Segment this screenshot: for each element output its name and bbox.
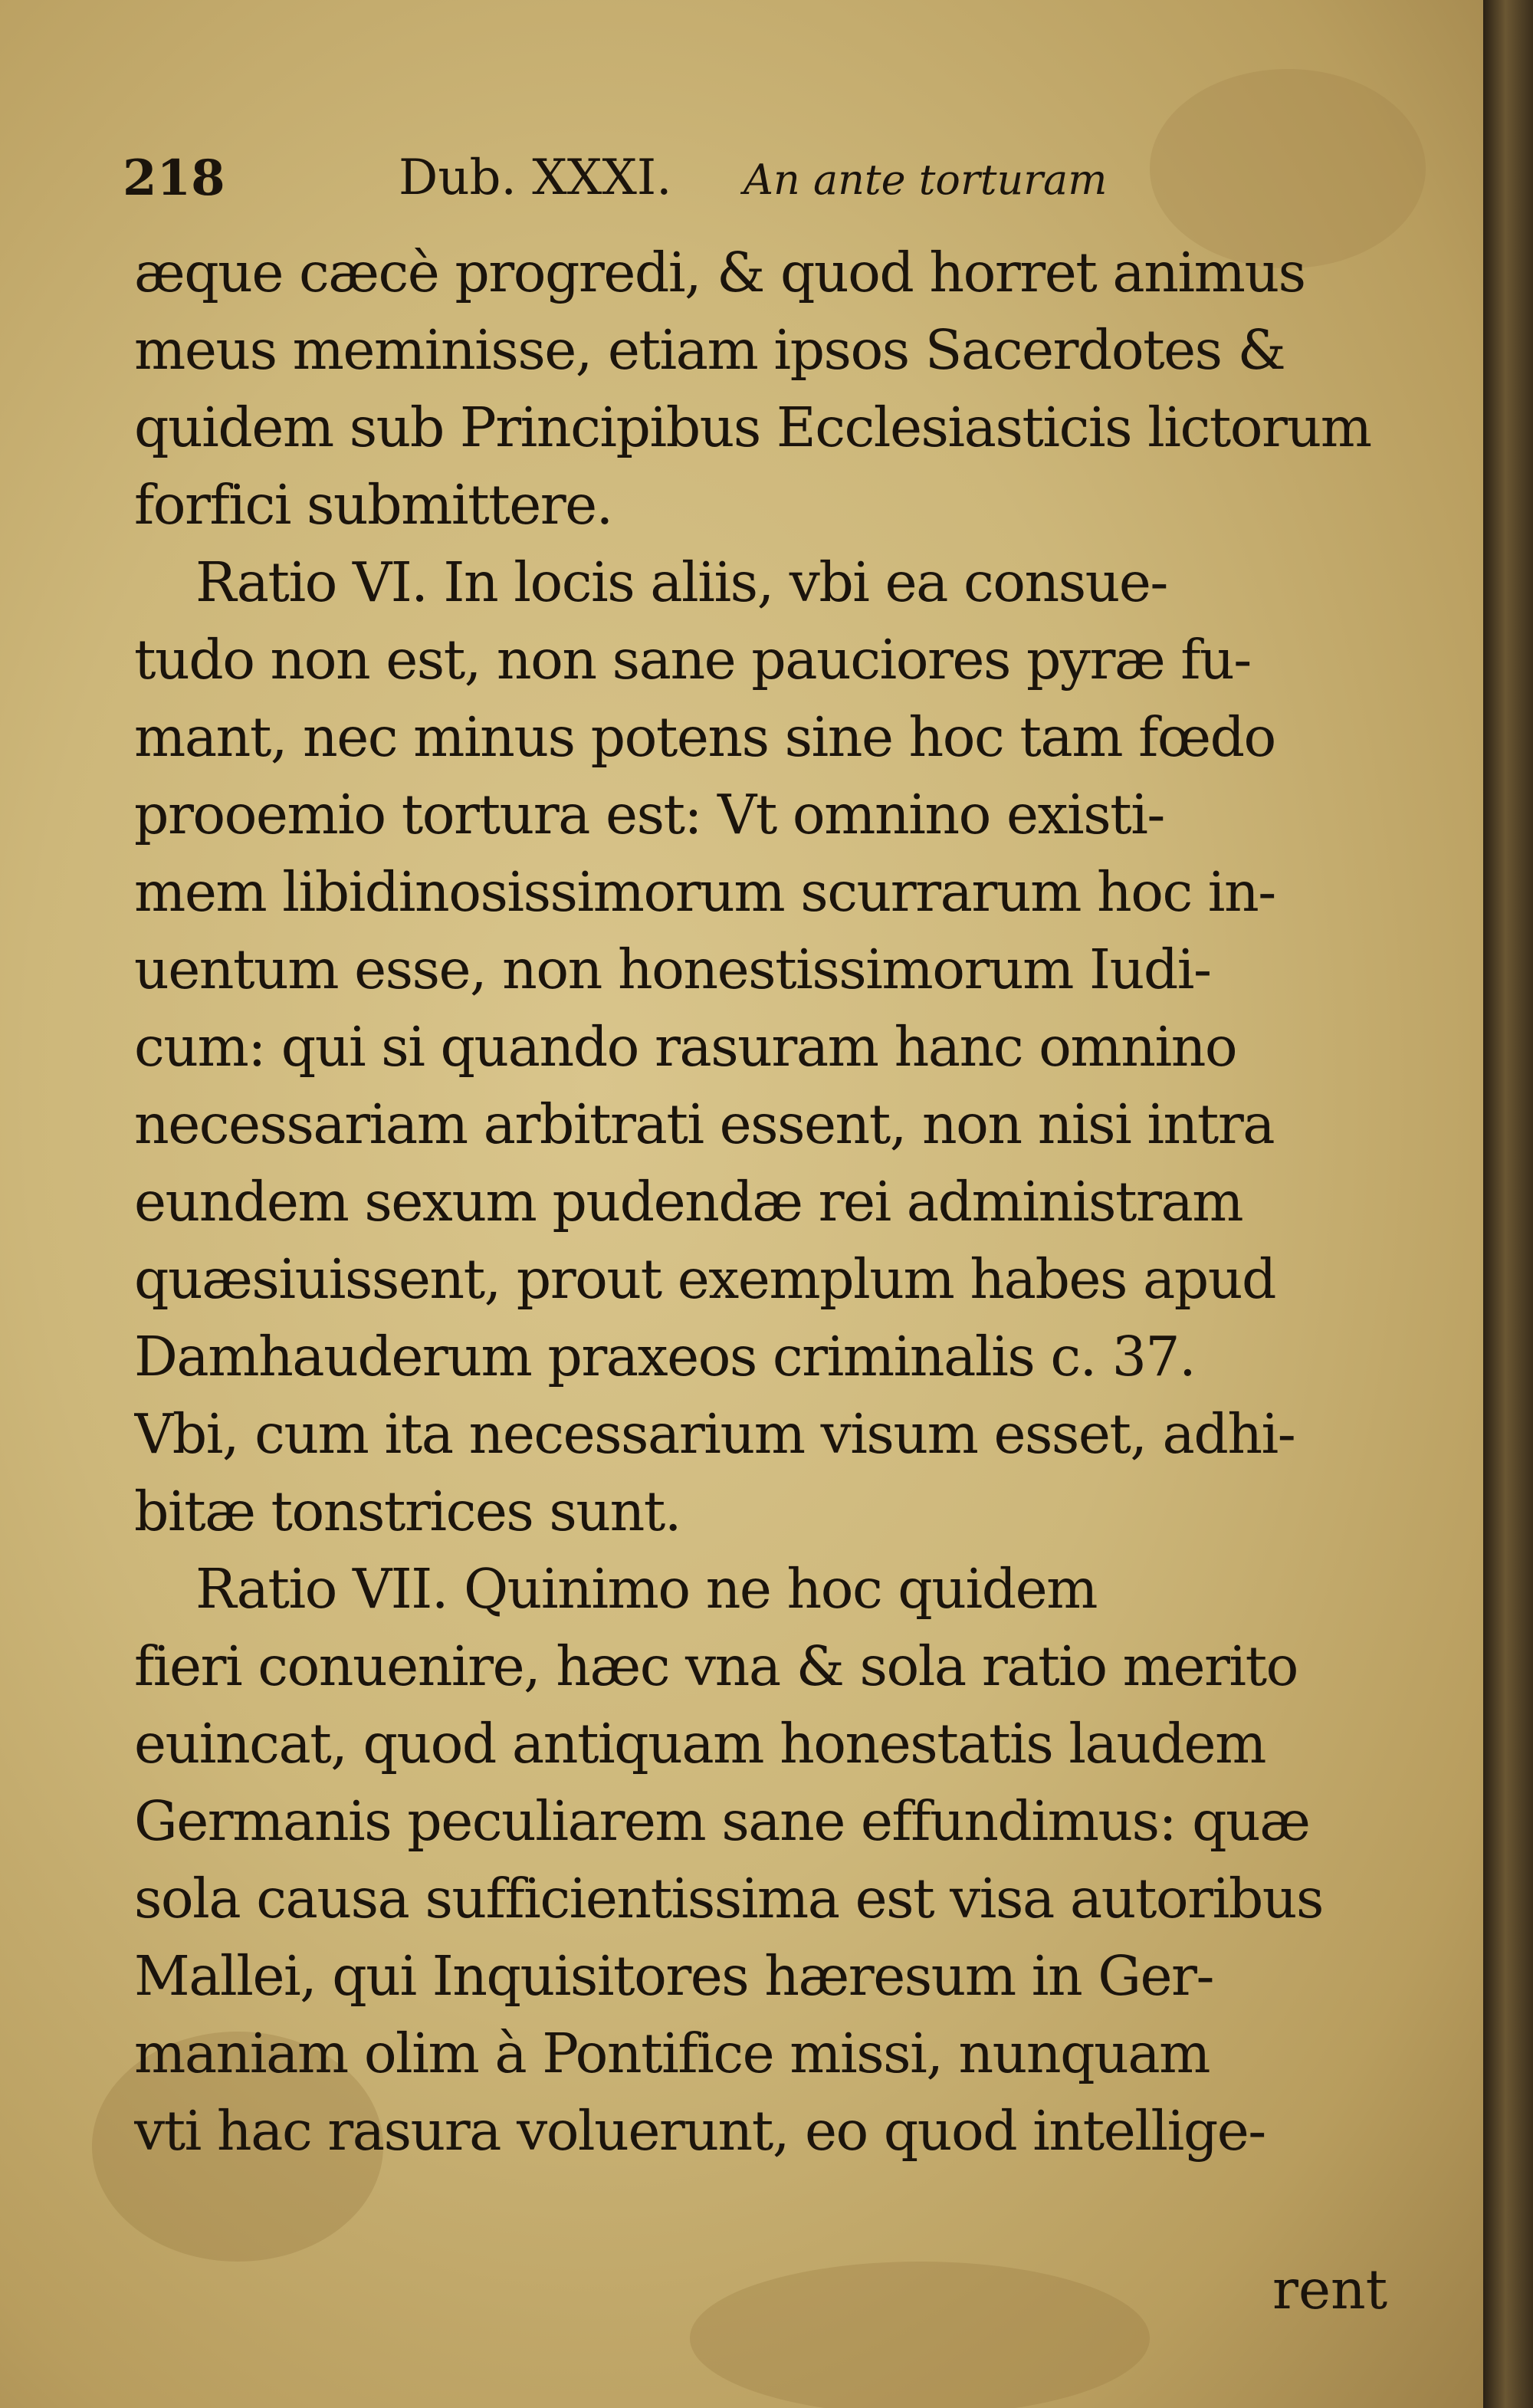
text-line: Germanis peculiarem sane effundimus: quæ bbox=[134, 1789, 1310, 1853]
text-line: Damhauderum praxeos criminalis c. 37. bbox=[134, 1325, 1196, 1388]
text-line: prooemio tortura est: Vt omnino existi- bbox=[134, 783, 1164, 846]
text-line: necessariam arbitrati essent, non nisi intra bbox=[134, 1092, 1275, 1156]
text-line: sola causa sufficientissima est visa autoribus bbox=[134, 1867, 1323, 1930]
text-line: mant, nec minus potens sine hoc tam fœdo bbox=[134, 705, 1275, 769]
book-gutter bbox=[1483, 0, 1533, 2408]
paper-stain bbox=[690, 2262, 1150, 2408]
body-text bbox=[134, 234, 1391, 2170]
text-line: mem libidinosissimorum scurrarum hoc in- bbox=[134, 860, 1275, 924]
text-line: uentum esse, non honestissimorum Iudi- bbox=[134, 938, 1211, 1001]
page-number: 218 bbox=[123, 149, 225, 207]
text-line: meus meminisse, etiam ipsos Sacerdotes & bbox=[134, 318, 1285, 382]
text-line: eundem sexum pudendæ rei administram bbox=[134, 1170, 1243, 1234]
text-line: euincat, quod antiquam honestatis laudem bbox=[134, 1712, 1265, 1776]
text-line: Vbi, cum ita necessarium visum esset, adhi- bbox=[134, 1402, 1295, 1466]
text-line: cum: qui si quando rasuram hanc omnino bbox=[134, 1015, 1237, 1079]
text-line: quidem sub Principibus Ecclesiasticis lictorum bbox=[134, 396, 1371, 459]
text-line: forfici submittere. bbox=[134, 473, 612, 537]
text-line: fieri conuenire, hæc vna & sola ratio merito bbox=[134, 1634, 1298, 1698]
text-line: æque cæcè progredi, & quod horret animus bbox=[134, 241, 1305, 304]
text-line: tudo non est, non sane pauciores pyræ fu- bbox=[134, 628, 1251, 692]
text-line: Ratio VII. Quinimo ne hoc quidem bbox=[195, 1557, 1097, 1621]
text-line: quæsiuissent, prout exemplum habes apud bbox=[134, 1247, 1275, 1311]
text-line: bitæ tonstrices sunt. bbox=[134, 1480, 681, 1543]
text-line: vti hac rasura voluerunt, eo quod intellige- bbox=[134, 2099, 1265, 2163]
catchword: rent bbox=[1272, 2258, 1388, 2321]
section-label: Dub. XXXI. bbox=[399, 149, 672, 206]
text-line: Ratio VI. In locis aliis, vbi ea consue- bbox=[195, 550, 1167, 614]
running-title: An ante torturam bbox=[744, 156, 1108, 204]
text-line: Mallei, qui Inquisitores hæresum in Ger- bbox=[134, 1944, 1213, 2008]
text-line: maniam olim à Pontifice missi, nunquam bbox=[134, 2022, 1210, 2085]
running-header bbox=[123, 149, 1349, 211]
